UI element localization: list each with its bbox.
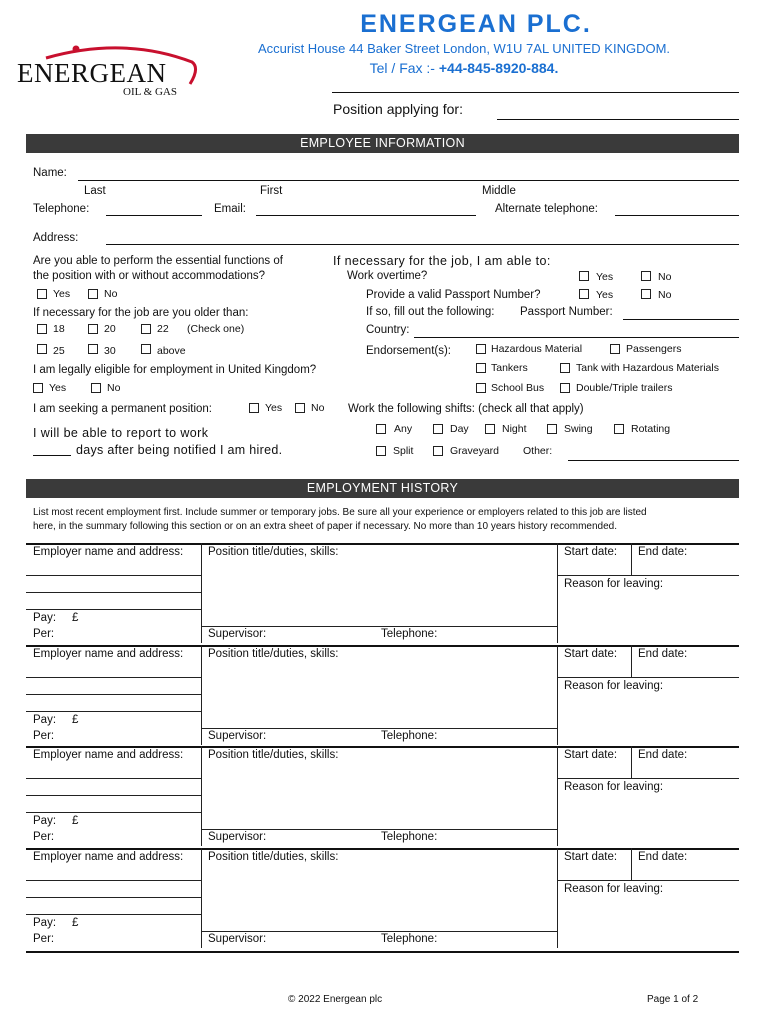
shift-rotating-label: Rotating [631, 423, 671, 435]
overtime-question: Work overtime? [347, 270, 428, 282]
section-employment-history: EMPLOYMENT HISTORY [26, 479, 739, 498]
country-label: Country: [366, 324, 410, 336]
footer-copyright: © 2022 Energean plc [288, 994, 383, 1005]
eligible-no-checkbox[interactable] [91, 383, 101, 393]
eligible-no-label: No [107, 382, 121, 394]
passport-yes-label: Yes [596, 289, 614, 301]
tankers-checkbox[interactable] [476, 363, 486, 373]
history-telephone-label: Telephone: [381, 730, 438, 742]
telephone-label: Telephone: [33, 203, 90, 215]
eligible-yes-label: Yes [49, 382, 67, 394]
per-label: Per: [33, 628, 55, 640]
tank-hazardous-label: Tank with Hazardous Materials [576, 362, 719, 374]
able-yes-label: Yes [53, 288, 71, 300]
shift-day-checkbox[interactable] [433, 424, 443, 434]
double-triple-checkbox[interactable] [560, 383, 570, 393]
header-rule [332, 92, 739, 93]
age-above-checkbox[interactable] [141, 344, 151, 354]
double-triple-label: Double/Triple trailers [576, 382, 673, 394]
able-no-label: No [104, 288, 118, 300]
age-25-label: 25 [53, 345, 65, 357]
position-field[interactable] [497, 119, 739, 120]
alt-telephone-label: Alternate telephone: [495, 203, 598, 215]
eligible-yes-checkbox[interactable] [33, 383, 43, 393]
history-telephone-label: Telephone: [381, 831, 438, 843]
end-date-label: End date: [638, 648, 688, 660]
eligible-question: I am legally eligible for employment in United Kingdom? [33, 364, 317, 376]
per-label: Per: [33, 730, 55, 742]
telephone-field[interactable] [106, 215, 202, 216]
report-line1: I will be able to report to work [33, 426, 209, 440]
position-duties-label: Position title/duties, skills: [208, 546, 339, 558]
supervisor-label: Supervisor: [208, 628, 267, 640]
address-field[interactable] [106, 244, 739, 245]
phone-prefix: Tel / Fax :- [369, 60, 439, 76]
alt-telephone-field[interactable] [615, 215, 739, 216]
school-bus-checkbox[interactable] [476, 383, 486, 393]
school-bus-label: School Bus [491, 382, 545, 394]
able-no-checkbox[interactable] [88, 289, 98, 299]
pay-label: Pay: [33, 612, 57, 624]
hazardous-label: Hazardous Material [491, 343, 583, 355]
position-duties-field-4[interactable] [202, 866, 556, 930]
position-label: Position applying for: [333, 101, 463, 117]
history-intro-line2: here, in the summary following this section or on an extra sheet of paper if necessary. No more than 10 years history recommended. [33, 521, 617, 532]
overtime-yes-label: Yes [596, 271, 614, 283]
history-telephone-label: Telephone: [381, 628, 438, 640]
company-phone [214, 60, 714, 76]
email-label: Email: [214, 203, 246, 215]
employer-field-1[interactable] [27, 545, 200, 642]
passengers-label: Passengers [626, 343, 682, 355]
passport-no-checkbox[interactable] [641, 289, 651, 299]
able-yes-checkbox[interactable] [37, 289, 47, 299]
first-name-label: First [260, 185, 283, 197]
age-20-label: 20 [104, 323, 116, 335]
company-logo [14, 40, 204, 102]
shift-night-label: Night [502, 423, 527, 435]
reason-leaving-label: Reason for leaving: [564, 883, 664, 895]
shift-day-label: Day [450, 423, 469, 435]
end-date-label: End date: [638, 749, 688, 761]
start-date-label: Start date: [564, 851, 618, 863]
employer-field-3[interactable] [27, 748, 200, 845]
last-name-label: Last [84, 185, 106, 197]
employer-field-2[interactable] [27, 647, 200, 744]
permanent-yes-checkbox[interactable] [249, 403, 259, 413]
position-duties-field-3[interactable] [202, 764, 556, 828]
report-days-field[interactable] [33, 455, 71, 456]
pay-label: Pay: [33, 714, 57, 726]
per-label: Per: [33, 831, 55, 843]
passport-question: Provide a valid Passport Number? [366, 289, 541, 301]
tankers-label: Tankers [491, 362, 528, 374]
footer-page-number: Page 1 of 2 [647, 994, 699, 1005]
pay-label: Pay: [33, 815, 57, 827]
able-question-line1: Are you able to perform the essential functions of [33, 255, 283, 267]
overtime-no-checkbox[interactable] [641, 271, 651, 281]
employer-label: Employer name and address: [33, 851, 184, 863]
position-duties-field-2[interactable] [202, 663, 556, 727]
job-able-header: If necessary for the job, I am able to: [333, 254, 551, 268]
pay-label: Pay: [33, 917, 57, 929]
shift-any-checkbox[interactable] [376, 424, 386, 434]
older-question: If necessary for the job are you older than: [33, 307, 249, 319]
reason-leaving-label: Reason for leaving: [564, 578, 664, 590]
age-above-label: above [157, 345, 186, 357]
supervisor-label: Supervisor: [208, 730, 267, 742]
report-line2: days after being notified I am hired. [76, 443, 283, 457]
address-label: Address: [33, 232, 79, 244]
end-date-label: End date: [638, 851, 688, 863]
country-field[interactable] [414, 337, 739, 338]
per-label: Per: [33, 933, 55, 945]
position-duties-label: Position title/duties, skills: [208, 749, 339, 761]
section-employee-information: EMPLOYEE INFORMATION [26, 134, 739, 153]
reason-leaving-label: Reason for leaving: [564, 680, 664, 692]
logo-name: ENERGEAN [17, 58, 167, 88]
pay-currency: £ [72, 612, 79, 624]
shift-graveyard-checkbox[interactable] [433, 446, 443, 456]
shift-swing-label: Swing [564, 423, 593, 435]
pay-currency: £ [72, 714, 79, 726]
pay-currency: £ [72, 917, 79, 929]
phone-number: +44-845-8920-884. [438, 60, 559, 76]
tank-hazardous-checkbox[interactable] [560, 363, 570, 373]
employer-label: Employer name and address: [33, 648, 184, 660]
hazardous-checkbox[interactable] [476, 344, 486, 354]
shift-other-label: Other: [523, 445, 553, 457]
passport-number-label: Passport Number: [520, 306, 613, 318]
passport-yes-checkbox[interactable] [579, 289, 589, 299]
pay-currency: £ [72, 815, 79, 827]
company-title: ENERGEAN PLC. [360, 10, 592, 38]
age-30-checkbox[interactable] [88, 344, 98, 354]
permanent-no-label: No [311, 402, 325, 414]
position-duties-field-1[interactable] [202, 561, 556, 625]
able-question-line2: the position with or without accommodations? [33, 270, 266, 282]
age-25-checkbox[interactable] [37, 344, 47, 354]
employer-label: Employer name and address: [33, 546, 184, 558]
name-label: Name: [33, 167, 67, 179]
age-20-checkbox[interactable] [88, 324, 98, 334]
shift-night-checkbox[interactable] [485, 424, 495, 434]
overtime-yes-checkbox[interactable] [579, 271, 589, 281]
employer-field-4[interactable] [27, 850, 200, 947]
shift-swing-checkbox[interactable] [547, 424, 557, 434]
shift-rotating-checkbox[interactable] [614, 424, 624, 434]
check-one-note: (Check one) [187, 323, 245, 335]
shift-split-label: Split [393, 445, 414, 457]
supervisor-label: Supervisor: [208, 831, 267, 843]
passport-no-label: No [658, 289, 672, 301]
passengers-checkbox[interactable] [610, 344, 620, 354]
overtime-no-label: No [658, 271, 672, 283]
age-18-checkbox[interactable] [37, 324, 47, 334]
email-field[interactable] [256, 215, 476, 216]
name-field[interactable] [78, 180, 739, 181]
start-date-label: Start date: [564, 648, 618, 660]
age-18-label: 18 [53, 323, 65, 335]
endorsements-label: Endorsement(s): [366, 345, 452, 357]
company-address: Accurist House 44 Baker Street London, W1U 7AL UNITED KINGDOM. [257, 41, 671, 56]
history-intro-line1: List most recent employment first. Include summer or temporary jobs. Be sure all your experience or employers related to this job are listed [33, 507, 647, 518]
shifts-question: Work the following shifts: (check all that apply) [348, 403, 584, 415]
supervisor-label: Supervisor: [208, 933, 267, 945]
start-date-label: Start date: [564, 749, 618, 761]
shift-other-field[interactable] [568, 460, 739, 461]
shift-split-checkbox[interactable] [376, 446, 386, 456]
position-duties-label: Position title/duties, skills: [208, 851, 339, 863]
permanent-question: I am seeking a permanent position: [33, 403, 212, 415]
shift-graveyard-label: Graveyard [450, 445, 500, 457]
middle-name-label: Middle [482, 185, 516, 197]
position-duties-label: Position title/duties, skills: [208, 648, 339, 660]
age-30-label: 30 [104, 345, 116, 357]
shift-any-label: Any [394, 423, 413, 435]
age-22-label: 22 [157, 323, 169, 335]
age-22-checkbox[interactable] [141, 324, 151, 334]
permanent-yes-label: Yes [265, 402, 283, 414]
end-date-label: End date: [638, 546, 688, 558]
passport-number-field[interactable] [623, 319, 739, 320]
history-telephone-label: Telephone: [381, 933, 438, 945]
fill-out-label: If so, fill out the following: [366, 306, 495, 318]
permanent-no-checkbox[interactable] [295, 403, 305, 413]
logo-subtitle: OIL & GAS [123, 86, 177, 98]
reason-leaving-label: Reason for leaving: [564, 781, 664, 793]
start-date-label: Start date: [564, 546, 618, 558]
employer-label: Employer name and address: [33, 749, 184, 761]
